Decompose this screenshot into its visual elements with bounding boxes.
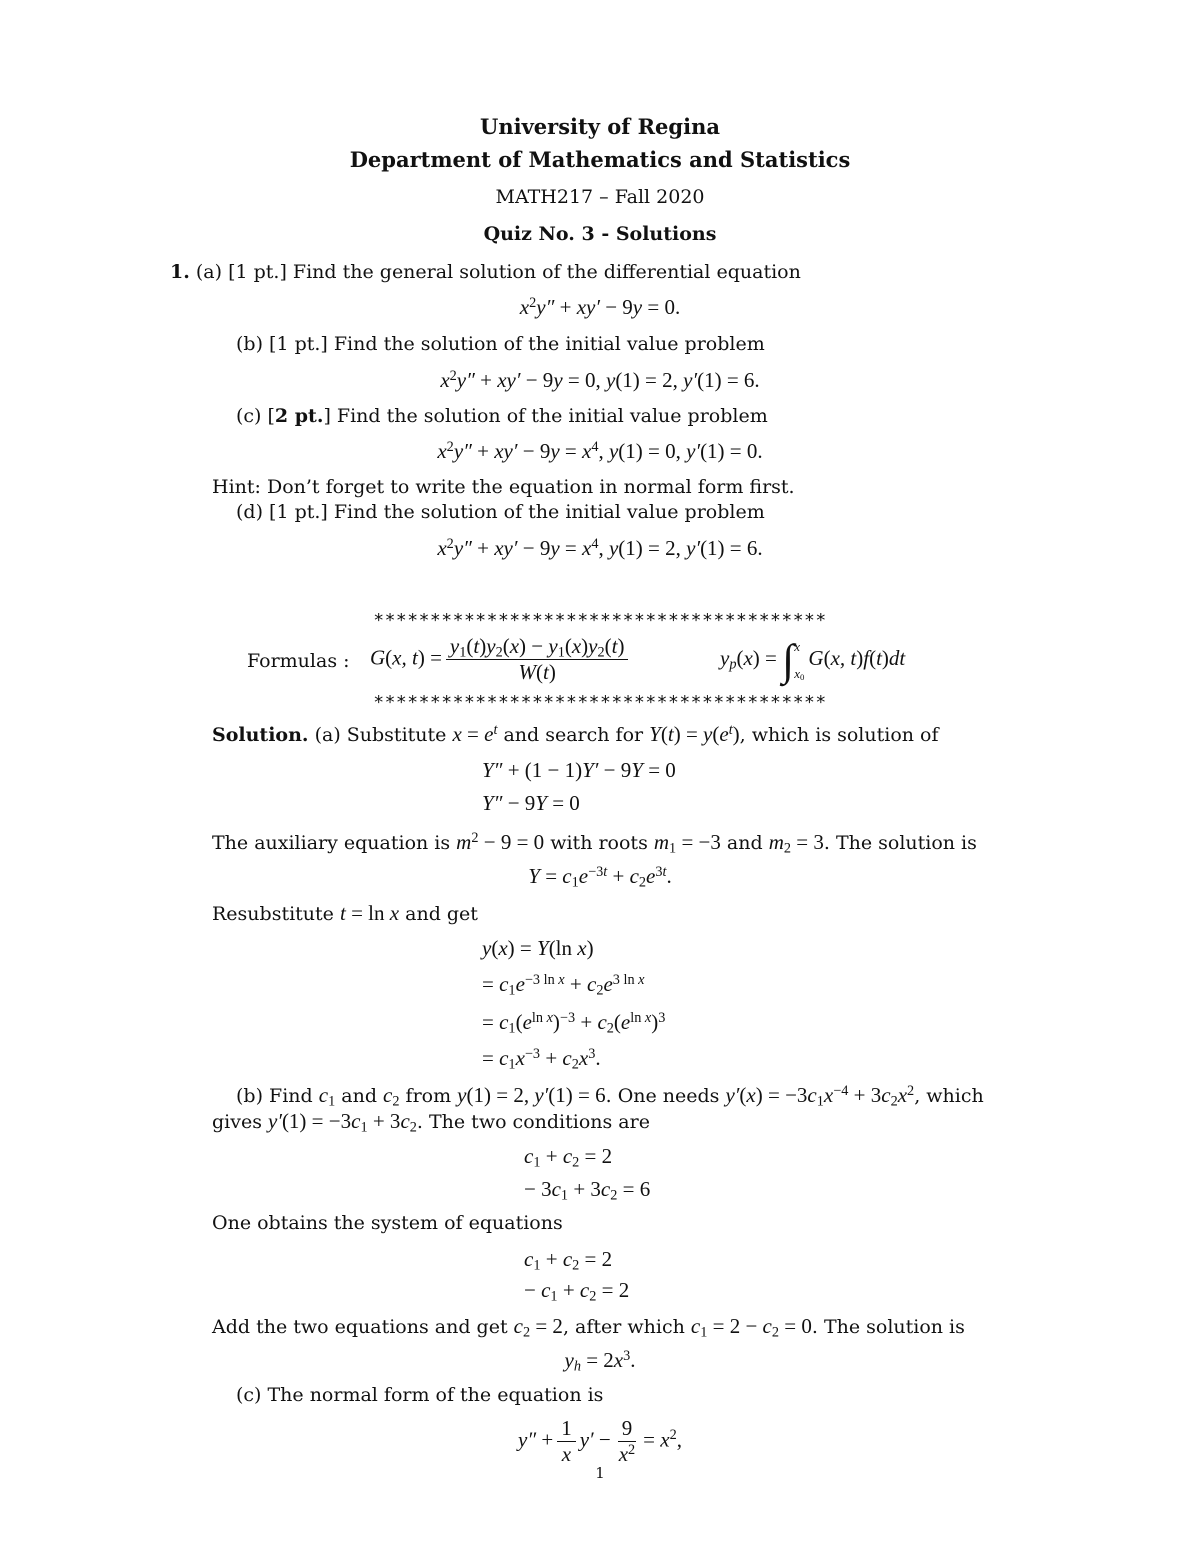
aux-text-1: The auxiliary equation is: [212, 832, 451, 854]
b-text-3: from: [405, 1085, 452, 1107]
problem-number: 1.: [170, 261, 190, 283]
part-c-label-close: ]: [323, 405, 331, 427]
part-a-label: (a) [1 pt.]: [195, 261, 287, 283]
solution-heading: Solution.: [212, 724, 309, 746]
system-eq-2: − $c_1 + c_2 = 2$: [524, 1278, 630, 1305]
b-text-4: . One needs: [605, 1085, 720, 1107]
system-text: One obtains the system of equations: [212, 1212, 563, 1234]
solution-b-text-line-1: (b) Find $c_1$ and $c_2$ from y(1) = 2, y′(1) = 6. One needs $y'(x) = -3c_1x^{-4} + 3c_2x^2$, which: [236, 1082, 984, 1110]
stars-divider-bottom: ****************************************: [373, 692, 827, 713]
problem-b-statement: [236, 335, 765, 354]
part-c-label-open: (c) [: [236, 405, 275, 427]
department-name: Department of Mathematics and Statistics: [349, 147, 851, 172]
add-equations-text: Add the two equations and get $c_2 = 2$, after which $c_1 = 2 - c_2 = 0$. The solution is: [212, 1314, 965, 1341]
aux-text-3: and: [726, 832, 763, 854]
problem-c-statement: [236, 407, 768, 426]
add-text-3: . The solution is: [811, 1316, 965, 1338]
resubstitute-text: Resubstitute t = ln x and get: [212, 901, 478, 925]
add-text-2: , after which: [562, 1316, 685, 1338]
solution-c-text: (c) The normal form of the equation is: [236, 1384, 604, 1406]
transformed-equation-1: Y″ + (1 − 1)Y′ − 9Y = 0: [482, 758, 676, 782]
green-function-formula: G(x, t) = $\frac{y_1(t)y_2(x) - y_1(x)y_2(t)}{W(t)}$: [370, 636, 632, 683]
solution-a-text-1: (a) Substitute: [314, 724, 447, 746]
part-b-text: Find the solution of the initial value problem: [333, 333, 765, 355]
aux-text-4: . The solution is: [823, 832, 977, 854]
equation-c: $x^2y'' + xy' - 9y = x^4$, y(1) = 0, y′(1) = 0.: [437, 438, 763, 463]
hint-text: Hint: Don’t forget to write the equation in normal form first.: [212, 476, 795, 498]
condition-1: $c_1 + c_2 = 2$: [524, 1144, 613, 1171]
problem-a-statement: [170, 263, 801, 282]
transformed-equation-2: Y″ − 9Y = 0: [482, 791, 580, 815]
b-text-6: gives: [212, 1111, 262, 1133]
part-b-label: (b) [1 pt.]: [236, 333, 328, 355]
equation-d: $x^2y'' + xy' - 9y = x^4$, y(1) = 2, y′(1) = 6.: [437, 535, 763, 560]
auxiliary-equation-text: The auxiliary equation is $m^2 - 9 = 0$ with roots $m_1 = -3$ and $m_2 = 3$. The solution is: [212, 829, 977, 857]
resub-line-3: = $c_1(e^{ln x})^{-3} + c_2(e^{ln x})^3$: [482, 1009, 666, 1037]
equation-a: $x^2y'' + xy' - 9y = 0$.: [519, 294, 681, 319]
part-c-text: Find the solution of the initial value problem: [336, 405, 768, 427]
solution-b-text-line-2: gives $y'(1) = -3c_1 + 3c_2$. The two conditions are: [212, 1109, 650, 1136]
system-eq-1: $c_1 + c_2 = 2$: [524, 1247, 613, 1274]
course-title: MATH217 – Fall 2020: [495, 186, 705, 208]
resub-line-1: y(x) = Y(ln x): [482, 936, 594, 960]
homogeneous-solution: $y_h = 2x^3$.: [564, 1347, 636, 1375]
normal-form-equation: y″ + $\frac{1}{x}$ y′ − $\frac{9}{x^2}$ = $x^2$,: [518, 1416, 682, 1466]
page-number: 1: [595, 1464, 605, 1482]
part-a-text: Find the general solution of the differential equation: [292, 261, 801, 283]
b-text-2: and: [341, 1085, 377, 1107]
problem-d-statement: [236, 503, 765, 522]
aux-text-2: with roots: [550, 832, 648, 854]
solution-a-text-3: , which is solution of: [739, 724, 939, 746]
resub-line-2: = $c_1e^{-3 ln x} + c_2e^{3 ln x}$: [482, 971, 645, 999]
part-d-label: (d) [1 pt.]: [236, 501, 328, 523]
quiz-title: Quiz No. 3 - Solutions: [483, 223, 717, 245]
university-name: University of Regina: [480, 114, 720, 139]
resub-line-4: = $c_1x^{-3} + c_2x^3$.: [482, 1045, 601, 1073]
b-text-5: , which: [914, 1085, 984, 1107]
part-d-text: Find the solution of the initial value problem: [333, 501, 765, 523]
general-solution-Y: $Y = c_1e^{-3t} + c_2e^{3t}$.: [528, 863, 672, 891]
formulas-label: Formulas :: [247, 650, 350, 672]
equation-b: $x^2y'' + xy' - 9y = 0$, y(1) = 2, y′(1) = 6.: [440, 367, 760, 392]
resub-text-1: Resubstitute: [212, 903, 334, 925]
part-c-points: 2 pt.: [274, 405, 324, 427]
solution-a-text-2: and search for: [503, 724, 644, 746]
particular-solution-formula: $y_p(x)$ = ∫ x $x_0$ G(x, t)f(t)dt: [720, 635, 906, 685]
stars-divider-top: ****************************************: [373, 610, 827, 631]
solution-a-intro: Solution. (a) Substitute $x = e^t$ and search for $Y(t) = y(e^t)$, which is solution of: [212, 721, 939, 746]
add-text-1: Add the two equations and get: [212, 1316, 508, 1338]
condition-2: − $3c_1 + 3c_2 = 6$: [524, 1177, 651, 1204]
resub-text-2: and get: [405, 903, 478, 925]
b-text-1: (b) Find: [236, 1085, 313, 1107]
b-text-7: . The two conditions are: [416, 1111, 650, 1133]
